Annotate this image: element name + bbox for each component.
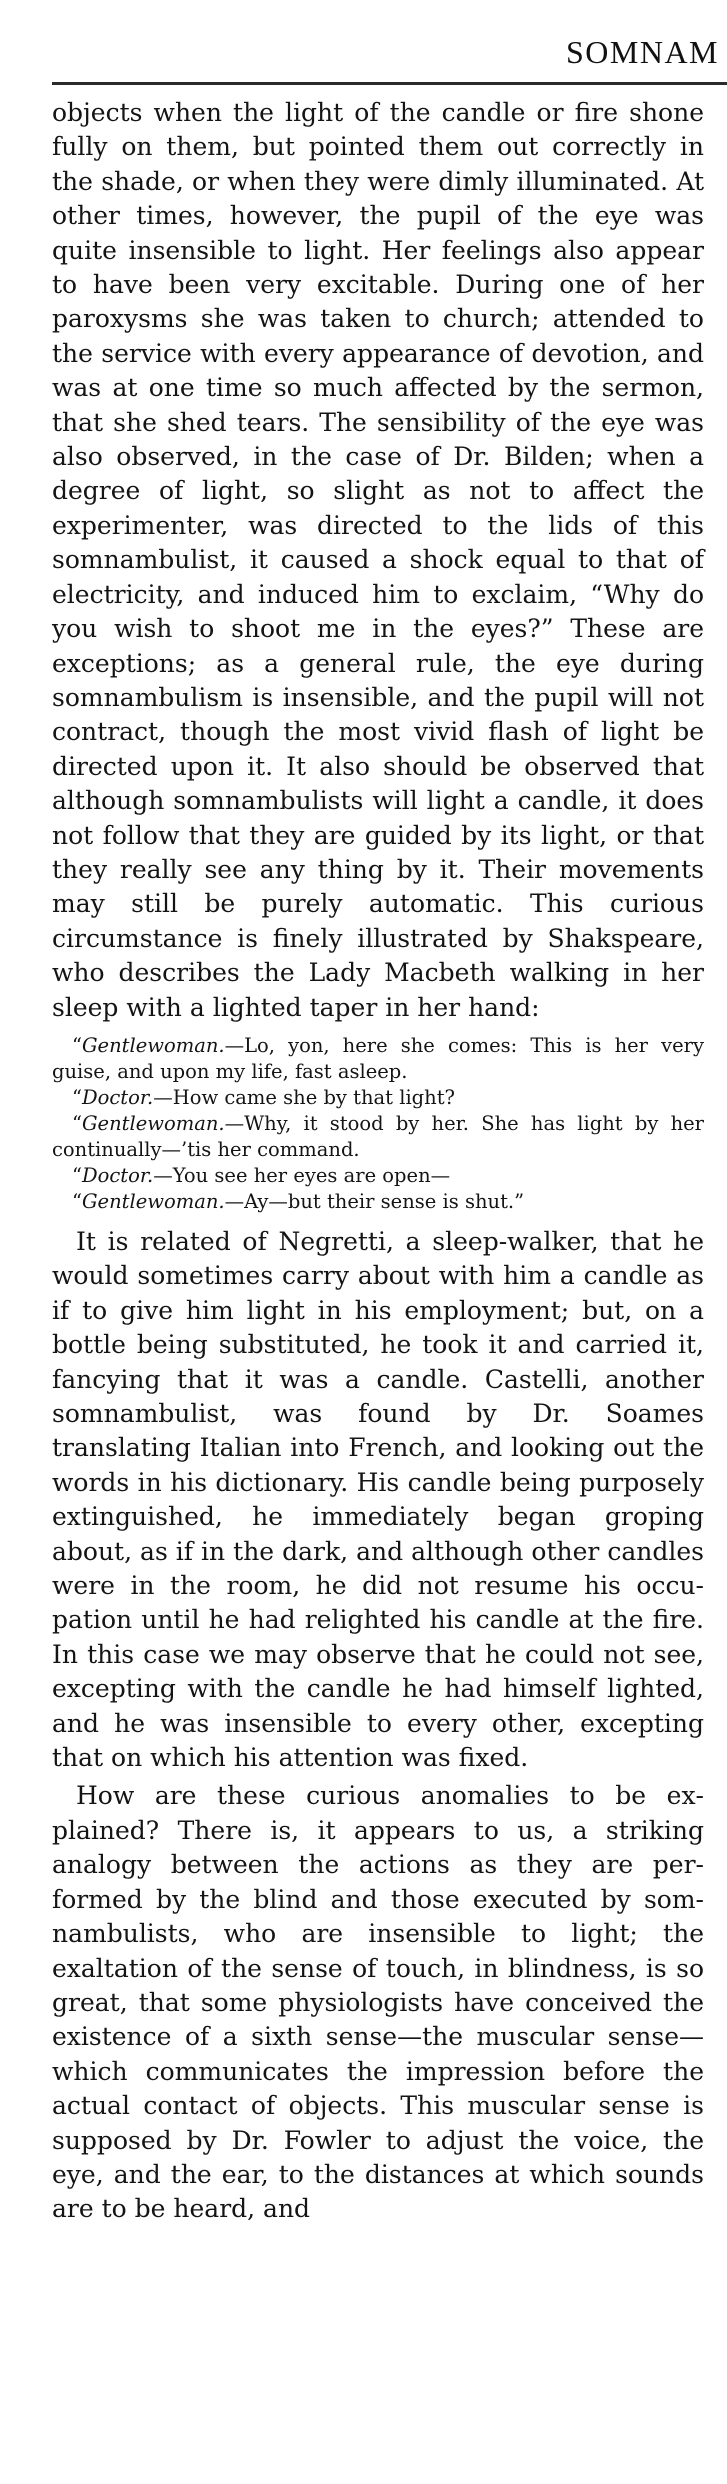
quote-speaker: Gentlewoman. (81, 1189, 225, 1213)
quote-line: “Doctor.—How came she by that light? (72, 1085, 456, 1109)
text-column (52, 96, 704, 2227)
quote-text: —How came she by that light? (153, 1085, 456, 1109)
quote-line: “Gentlewoman.—Why, it stood by her. She has light by her continually—’tis her command. (52, 1111, 704, 1161)
macbeth-quotation (52, 1033, 704, 1215)
header-rule (52, 82, 727, 85)
quote-line: “Doctor.—You see her eyes are open— (72, 1163, 451, 1187)
quote-line: “Gentlewoman.—Ay—but their sense is shut.” (72, 1189, 525, 1213)
paragraph-negretti: It is related of Negretti, a sleep-walker, that he would sometimes carry about with him a candle as if to give him light in his employment; but, on a bottle being substituted, he took it and carried it, fancying that it was a candle. Castelli, another somnambulist, was found by Dr. Soames translating Italian into French, and looking out the words in his dictionary. His candle being purposely extinguished, he immediately began groping about, as if in the dark, and although other candles were in the room, he did not resume his occupation until he had relighted his candle at the fire. In this case we may observe that he could not see, excepting with the candle he had himself lighted, and he was insensible to every other, excepting that on which his attention was fixed. (52, 1226, 704, 1773)
paragraph-continued: objects when the light of the candle or fire shone fully on them, but pointed them out correctly in the shade, or when they were dimly illuminated. At other times, however, the pupil of the eye was quite insensible to light. Her feelings also appear to have been very excitable. During one of her paroxysms she was taken to church; attended to the service with every appearance of devotion, and was at one time so much affected by the sermon, that she shed tears. The sensibility of the eye was also observed, in the case of Dr. Bilden; when a degree of light, so slight as not to affect the experimenter, was directed to the lids of this somnambulist, it caused a shock equal to that of electricity, and induced him to exclaim, “Why do you wish to shoot me in the eyes?” These are exceptions; as a general rule, the eye during somnambulism is insensible, and the pupil will not contract, though the most vivid flash of light be directed upon it. It also should be observed that although somnambulists will light a candle, it does not follow that they are guided by its light, or that they really see any thing by it. Their movements may still be purely automatic. This curious circumstance is finely illustrated by Shakspeare, who describes the Lady Macbeth walking in her sleep with a lighted taper in her hand: (52, 98, 704, 1022)
quote-text: —You see her eyes are open— (153, 1163, 451, 1187)
quote-speaker: Gentlewoman. (81, 1033, 225, 1057)
quote-line: “Gentlewoman.—Lo, yon, here she comes: This is her very guise, and upon my life, fast asleep. (52, 1033, 704, 1083)
quote-text: —Ay—but their sense is shut.” (224, 1189, 525, 1213)
quote-text: —Lo, yon, here she comes: This is her very guise, and upon my life, fast asleep. (52, 1033, 704, 1083)
quote-speaker: Doctor. (81, 1085, 154, 1109)
paragraph-anomalies: How are these curious anomalies to be explained? There is, it appears to us, a striking analogy between the actions as they are performed by the blind and those executed by somnambulists, who are insensible to light; the exaltation of the sense of touch, in blindness, is so great, that some physiologists have conceived the existence of a sixth sense—the muscular sense—which communicates the impression before the actual contact of objects. This muscular sense is supposed by Dr. Fowler to adjust the voice, the eye, and the ear, to the distances at which sounds are to be heard, and (52, 1781, 704, 2224)
running-head-title: SOMNAM (565, 34, 719, 70)
quote-speaker: Doctor. (81, 1163, 154, 1187)
quote-text: —Why, it stood by her. She has light by her continually—’tis her command. (52, 1111, 704, 1161)
quote-speaker: Gentlewoman. (81, 1111, 225, 1135)
